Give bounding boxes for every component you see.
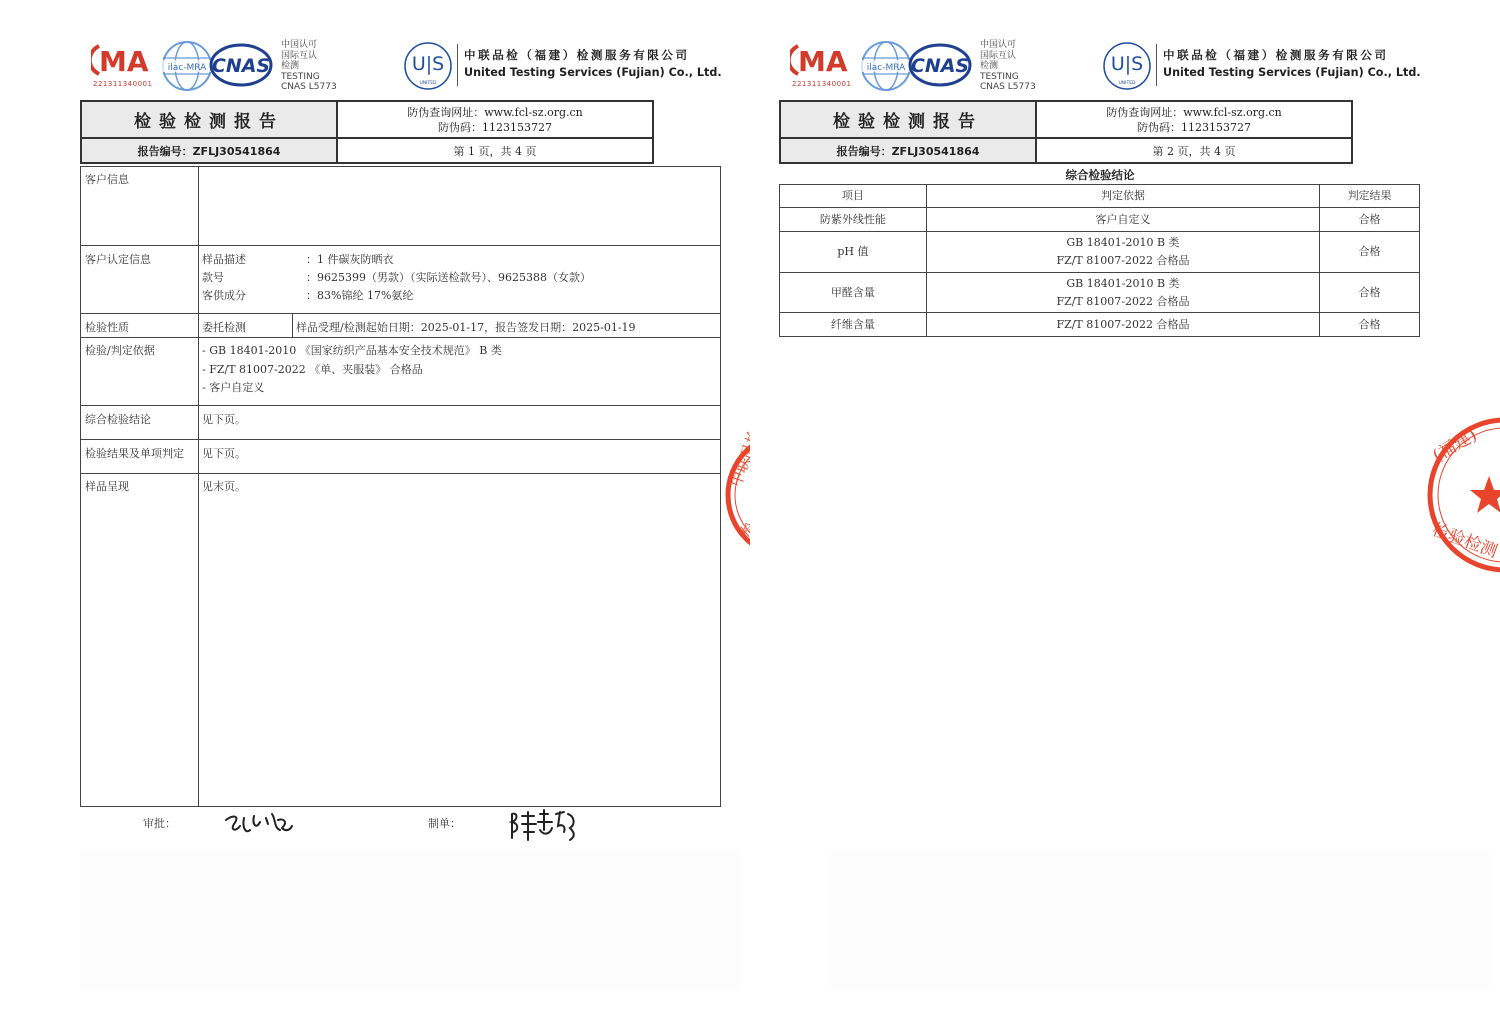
- row-result: 合格: [1320, 313, 1420, 337]
- row-basis: 客户自定义: [926, 208, 1319, 232]
- svg-text:CNAS: CNAS: [910, 55, 970, 77]
- cma-logo: [790, 42, 856, 78]
- report-page-2: [750, 0, 1500, 1023]
- ma-number: 221311340001: [792, 80, 852, 88]
- uts-logo: [1102, 40, 1152, 92]
- composition-label: 客供成分: [202, 289, 246, 302]
- svg-text:MA: MA: [99, 45, 149, 78]
- official-stamp: [712, 420, 765, 570]
- conclusion-label: 综合检验结论: [85, 413, 151, 426]
- table-row: [780, 273, 1420, 313]
- verification-info: [338, 102, 652, 139]
- row-result: 合格: [1320, 232, 1420, 273]
- report-title-box: [80, 100, 654, 164]
- svg-text:U|S: U|S: [1110, 53, 1144, 75]
- sample-presentation-label: 样品呈现: [85, 480, 129, 493]
- basis-item-3: - 客户自定义: [202, 381, 265, 394]
- row-result: 合格: [1320, 273, 1420, 313]
- conclusion-table: [779, 184, 1420, 337]
- table-row: [780, 313, 1420, 337]
- svg-text:MA: MA: [798, 45, 848, 78]
- accreditation-text: 中国认可 国际互认 检测 TESTING CNAS L5773: [980, 40, 1036, 92]
- faded-bottom-area: [830, 850, 1490, 990]
- page-info: 第 2 页，共 4 页: [1152, 144, 1236, 158]
- company-name-cn: 中联品检（福建）检测服务有限公司: [1163, 48, 1389, 62]
- svg-text:ilac-MRA: ilac-MRA: [866, 63, 906, 73]
- approver-signature: [222, 808, 294, 840]
- conclusion-value: 见下页。: [202, 413, 246, 426]
- header-result: 判定结果: [1320, 185, 1420, 208]
- company-name-en: United Testing Services (Fujian) Co., Ltd.: [1163, 66, 1421, 79]
- report-header: [790, 38, 1420, 94]
- verify-url: 防伪查询网址：www.fcl-sz.org.cn: [407, 106, 583, 119]
- svg-text:CNAS: CNAS: [211, 55, 271, 77]
- svg-text:UNITED: UNITED: [419, 81, 437, 86]
- company-name-cn: 中联品检（福建）检测服务有限公司: [464, 48, 690, 62]
- report-title: 检验检测报告: [82, 102, 338, 139]
- svg-text:U|S: U|S: [411, 53, 445, 75]
- client-info-label: 客户信息: [85, 173, 129, 186]
- table-row: [780, 208, 1420, 232]
- verify-code: 防伪码：1123153727: [1137, 121, 1251, 134]
- page-info: 第 1 页，共 4 页: [453, 144, 537, 158]
- sample-desc-value: ：1 件碳灰防晒衣: [306, 253, 394, 266]
- sample-presentation-value: 见末页。: [202, 480, 246, 493]
- official-stamp: [1405, 410, 1500, 580]
- uts-logo: [403, 40, 453, 92]
- row-item: 甲醛含量: [780, 273, 927, 313]
- row-item: pH 值: [780, 232, 927, 273]
- style-no-label: 款号: [202, 271, 224, 284]
- basis-label: 检验/判定依据: [85, 344, 155, 357]
- accreditation-text: 中国认可 国际互认 检测 TESTING CNAS L5773: [281, 40, 337, 92]
- conclusion-section-title: 综合检验结论: [1065, 168, 1135, 182]
- cnas-logo: [908, 42, 972, 88]
- report-header: [91, 38, 721, 94]
- table-header-row: [780, 185, 1420, 208]
- table-row: [780, 232, 1420, 273]
- cma-logo: [91, 42, 157, 78]
- row-item: 防紫外线性能: [780, 208, 927, 232]
- cnas-logo: [209, 42, 273, 88]
- header-basis: 判定依据: [926, 185, 1319, 208]
- sample-desc-label: 样品描述: [202, 253, 246, 266]
- ilac-mra-logo: [860, 40, 912, 92]
- row-basis: GB 18401-2010 B 类 FZ/T 81007-2022 合格品: [926, 273, 1319, 313]
- svg-text:UNITED: UNITED: [1118, 81, 1136, 86]
- results-value: 见下页。: [202, 447, 246, 460]
- basis-item-1: - GB 18401-2010 《国家纺织产品基本安全技术规范》 B 类: [202, 344, 502, 357]
- prepare-label: 制单：: [428, 817, 461, 830]
- svg-text:ilac-MRA: ilac-MRA: [167, 63, 207, 73]
- basis-item-2: - FZ/T 81007-2022 《单、夹服装》 合格品: [202, 363, 423, 376]
- style-no-value: ：9625399（男款）（实际送检款号）、9625388（女款）: [306, 271, 591, 284]
- row-item: 纤维含量: [780, 313, 927, 337]
- verify-code: 防伪码：1123153727: [438, 121, 552, 134]
- client-confirm-label: 客户认定信息: [85, 253, 151, 266]
- inspection-nature-value: 委托检测: [202, 321, 246, 334]
- svg-text:检: 检: [738, 519, 760, 542]
- inspection-nature-label: 检验性质: [85, 321, 129, 334]
- results-label: 检验结果及单项判定: [85, 447, 184, 460]
- report-info-table: [80, 166, 721, 807]
- header-item: 项目: [780, 185, 927, 208]
- verify-url: 防伪查询网址：www.fcl-sz.org.cn: [1106, 106, 1282, 119]
- preparer-signature: [508, 806, 580, 844]
- report-title-box: [779, 100, 1353, 164]
- report-title: 检验检测报告: [781, 102, 1037, 139]
- svg-text:(福建): (福建): [1429, 425, 1481, 467]
- header-divider: [457, 44, 458, 86]
- row-basis: FZ/T 81007-2022 合格品: [926, 313, 1319, 337]
- row-basis: GB 18401-2010 B 类 FZ/T 81007-2022 合格品: [926, 232, 1319, 273]
- row-result: 合格: [1320, 208, 1420, 232]
- verification-info: [1037, 102, 1351, 139]
- composition-value: ：83%锦纶 17%氨纶: [306, 289, 414, 302]
- svg-text:中联品检: 中联品检: [726, 426, 765, 490]
- report-number: 报告编号：ZFLJ30541864: [82, 139, 338, 162]
- company-name-en: United Testing Services (Fujian) Co., Ltd.: [464, 66, 722, 79]
- inspection-dates: 样品受理/检测起始日期：2025-01-17，报告签发日期：2025-01-19: [296, 321, 636, 334]
- approve-label: 审批：: [143, 817, 176, 830]
- ilac-mra-logo: [161, 40, 213, 92]
- ma-number: 221311340001: [93, 80, 153, 88]
- report-number: 报告编号：ZFLJ30541864: [781, 139, 1037, 162]
- faded-bottom-area: [80, 850, 740, 990]
- header-divider: [1156, 44, 1157, 86]
- svg-text:检验检测: 检验检测: [1429, 519, 1500, 562]
